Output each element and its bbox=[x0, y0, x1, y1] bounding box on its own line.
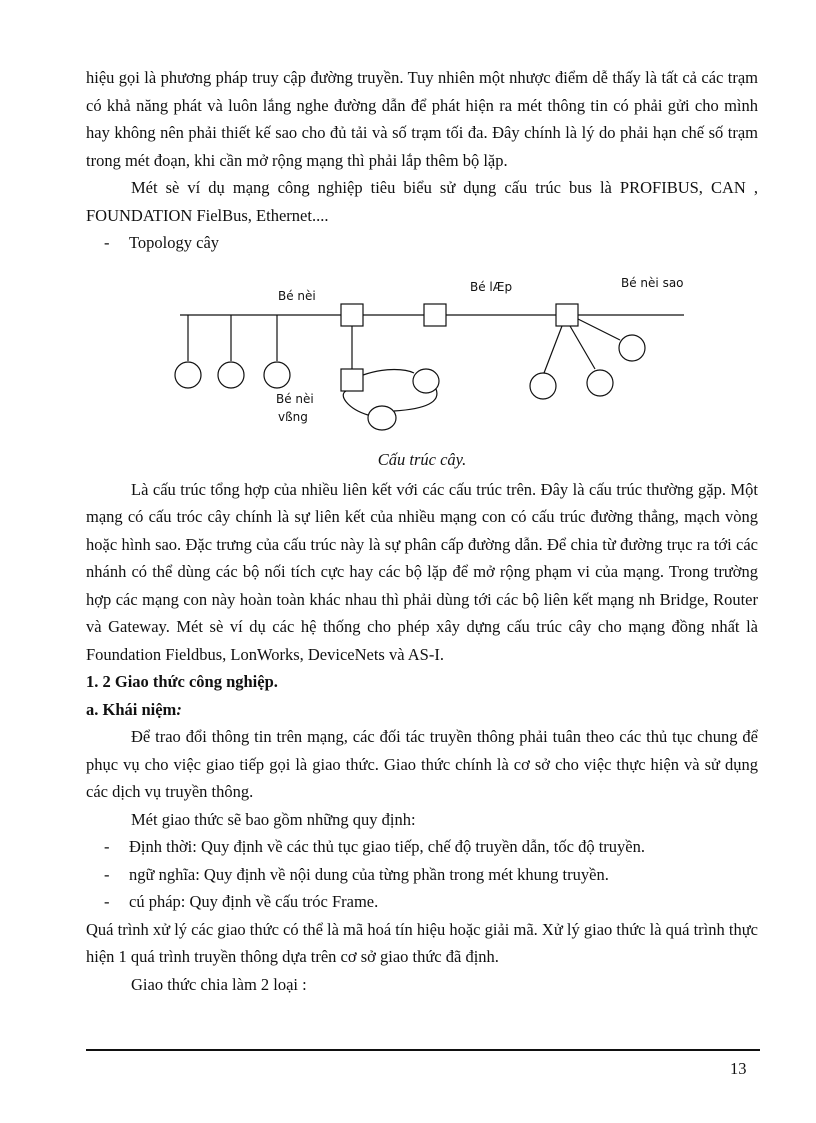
label-star-coupler: Bé nèi sao bbox=[621, 275, 684, 290]
document-page bbox=[86, 64, 758, 998]
subsection-heading-text: a. Khái niệm bbox=[86, 699, 177, 719]
subsection-heading-colon: : bbox=[176, 699, 182, 719]
label-repeater: Bé lÆp bbox=[470, 279, 513, 294]
figure-caption: Cấu trúc cây. bbox=[377, 449, 467, 469]
bullet-text-timing: Định thời: Quy định về các thủ tục giao tiếp, chế độ truyền dẫn, tốc độ truyền. bbox=[129, 837, 645, 856]
tree-topology-diagram bbox=[86, 257, 758, 447]
ring-link-top bbox=[363, 369, 414, 375]
bullet-text-syntax: cú pháp: Quy định về cấu tróc Frame. bbox=[129, 892, 379, 911]
bullet-text: Topology cây bbox=[129, 233, 220, 252]
star-station-1 bbox=[530, 373, 556, 399]
star-coupler-box bbox=[556, 304, 578, 326]
ring-link-left bbox=[343, 391, 368, 415]
paragraph-tree-description: Là cấu trúc tổng hợp của nhiều liên kết với các cấu trúc trên. Đây là cấu trúc thường gặp. Một mạng có cấu tróc cây chính là sự liên kết của nhiều mạng con có cấu trúc đường thẳng, mạch vòng hoặc hình sao. Đặc trưng của cấu trúc này là sự phân cấp đường dẫn. Để chia từ đường trục ra tới các nhánh có thể dùng các bộ nối tích cực hay các bộ lặp để mở rộng phạm vi của mạng. Trong trường hợp các mạng con này hoàn toàn khác nhau thì phải dùng tới các bộ liên kết mạng nh Bridge, Router và Gateway. Mét sè ví dụ các hệ thống cho phép xây dựng cấu trúc cây cho mạng đồng nhất là Foundation Fieldbus, LonWorks, DeviceNets và AS-I. bbox=[86, 479, 758, 664]
list-item bbox=[86, 888, 758, 916]
ring-coupler-box bbox=[341, 369, 363, 391]
star-link-1 bbox=[544, 326, 562, 373]
page-number: 13 bbox=[730, 1059, 747, 1078]
paragraph-protocol-processing: Quá trình xử lý các giao thức có thể là mã hoá tín hiệu hoặc giải mã. Xử lý giao thức là quá trình thực hiện 1 quá trình truyền thông dựa trên cơ sở giao thức đã định. bbox=[86, 919, 758, 966]
label-bus-coupler: Bé nèi bbox=[278, 288, 316, 303]
list-item bbox=[86, 861, 758, 889]
footer-divider bbox=[86, 1049, 760, 1051]
bullet-text-semantics: ngữ nghĩa: Quy định về nội dung của từng phần trong mét khung truyền. bbox=[129, 864, 609, 884]
bus-station-3 bbox=[264, 362, 290, 388]
ring-station-2 bbox=[368, 406, 396, 430]
ring-station-1 bbox=[413, 369, 439, 393]
tree-topology-svg bbox=[86, 257, 758, 447]
star-station-3 bbox=[619, 335, 645, 361]
label-ring-coupler-1: Bé nèi bbox=[276, 391, 314, 406]
star-link-2 bbox=[570, 326, 595, 369]
paragraph-protocol-rules-intro: Mét giao thức sẽ bao gồm những quy định: bbox=[131, 809, 416, 829]
paragraph-protocol-definition: Để trao đổi thông tin trên mạng, các đối tác truyền thông phải tuân theo các thủ tục chung để phục vụ cho việc giao tiếp gọi là giao thức. Giao thức chính là cơ sở cho việc thực hiện và sử dụng các dịch vụ truyền thông. bbox=[86, 727, 758, 801]
subsection-heading-concept bbox=[86, 696, 758, 724]
section-heading-protocols: 1. 2 Giao thức công nghiệp. bbox=[86, 672, 278, 691]
bus-coupler-box bbox=[341, 304, 363, 326]
paragraph-protocol-types: Giao thức chia làm 2 loại : bbox=[131, 974, 307, 994]
star-station-2 bbox=[587, 370, 613, 396]
paragraph-bus-examples: Mét sè ví dụ mạng công nghiệp tiêu biểu sử dụng cấu trúc bus là PROFIBUS, CAN , FOUNDATION FielBus, Ethernet.... bbox=[86, 178, 758, 225]
bullet-dash: - bbox=[104, 233, 110, 252]
star-link-3 bbox=[578, 319, 620, 340]
bullet-topology-tree bbox=[86, 229, 758, 257]
paragraph-bus-drawbacks: hiệu gọi là phương pháp truy cập đường truyền. Tuy nhiên một nhược điểm dễ thấy là tất cả các trạm có khả năng phát và luôn lắng nghe đường dẫn để phát hiện ra mét thông tin có phải gửi cho mình hay không nên phải thiết kế sao cho đủ tải và số trạm tối đa. Đây chính là lý do phải hạn chế số trạm trong mét đoạn, khi cần mở rộng mạng thì phải lắp thêm bộ lặp. bbox=[86, 68, 758, 170]
bullet-dash: - bbox=[104, 892, 110, 911]
bullet-dash: - bbox=[104, 837, 110, 856]
bus-station-2 bbox=[218, 362, 244, 388]
bullet-dash: - bbox=[104, 864, 110, 884]
list-item bbox=[86, 833, 758, 861]
label-ring-coupler-2: vßng bbox=[278, 409, 308, 424]
bus-station-1 bbox=[175, 362, 201, 388]
repeater-box bbox=[424, 304, 446, 326]
